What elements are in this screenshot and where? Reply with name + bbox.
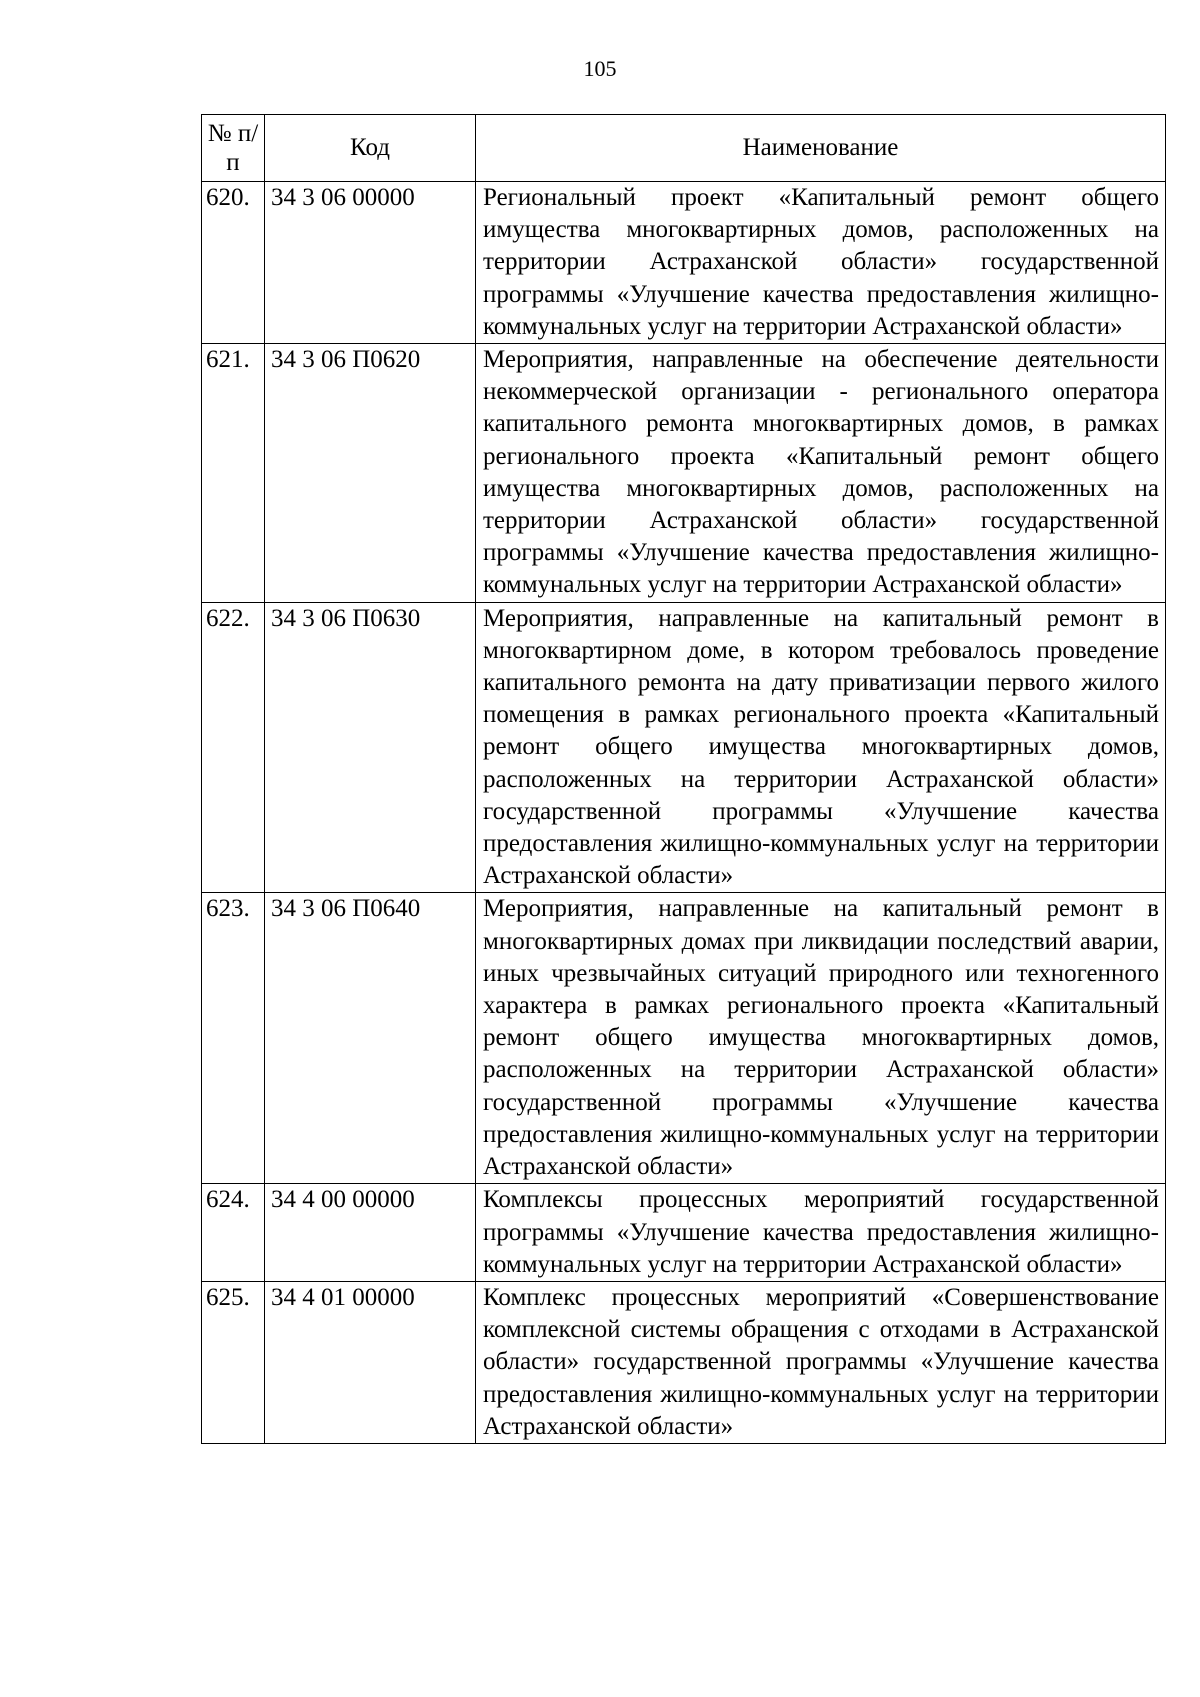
table-row xyxy=(202,182,1166,344)
row-name: Комплексы процессных мероприятий государственной программы «Улучшение качества предоставления жилищно-коммунальных услуг на территории Астраханской области» xyxy=(476,1184,1166,1282)
row-num: 625. xyxy=(202,1281,265,1443)
row-code: 34 3 06 П0640 xyxy=(265,893,476,1184)
header-num: № п/п xyxy=(202,115,265,182)
row-name: Комплекс процессных мероприятий «Совершенствование комплексной системы обращения с отходами в Астраханской области» государственной программы «Улучшение качества предоставления жилищно-коммунальных услуг на территории Астраханской области» xyxy=(476,1281,1166,1443)
table-body xyxy=(202,182,1166,1444)
row-num: 623. xyxy=(202,893,265,1184)
header-name: Наименование xyxy=(476,115,1166,182)
row-num: 620. xyxy=(202,182,265,344)
table-row xyxy=(202,344,1166,603)
header-code: Код xyxy=(265,115,476,182)
row-name: Мероприятия, направленные на обеспечение деятельности некоммерческой организации - регионального оператора капитального ремонта многоквартирных домов, в рамках регионального проекта «Капитальный ремонт общего имущества многоквартирных домов, расположенных на территории Астраханской области» государственной программы «Улучшение качества предоставления жилищно-коммунальных услуг на территории Астраханской области» xyxy=(476,344,1166,603)
table-row xyxy=(202,602,1166,893)
header-row xyxy=(202,115,1166,182)
row-code: 34 4 01 00000 xyxy=(265,1281,476,1443)
row-name: Мероприятия, направленные на капитальный ремонт в многоквартирных домах при ликвидации последствий аварии, иных чрезвычайных ситуаций природного или техногенного характера в рамках регионального проекта «Капитальный ремонт общего имущества многоквартирных домов, расположенных на территории Астраханской области» государственной программы «Улучшение качества предоставления жилищно-коммунальных услуг на территории Астраханской области» xyxy=(476,893,1166,1184)
table-header xyxy=(202,115,1166,182)
row-code: 34 4 00 00000 xyxy=(265,1184,476,1282)
table-row xyxy=(202,1281,1166,1443)
row-num: 621. xyxy=(202,344,265,603)
row-name: Мероприятия, направленные на капитальный ремонт в многоквартирном доме, в котором требовалось проведение капитального ремонта на дату приватизации первого жилого помещения в рамках регионального проекта «Капитальный ремонт общего имущества многоквартирных домов, расположенных на территории Астраханской области» государственной программы «Улучшение качества предоставления жилищно-коммунальных услуг на территории Астраханской области» xyxy=(476,602,1166,893)
row-num: 622. xyxy=(202,602,265,893)
row-name: Региональный проект «Капитальный ремонт общего имущества многоквартирных домов, расположенных на территории Астраханской области» государственной программы «Улучшение качества предоставления жилищно-коммунальных услуг на территории Астраханской области» xyxy=(476,182,1166,344)
table-row xyxy=(202,893,1166,1184)
row-num: 624. xyxy=(202,1184,265,1282)
row-code: 34 3 06 П0620 xyxy=(265,344,476,603)
row-code: 34 3 06 П0630 xyxy=(265,602,476,893)
page-number: 105 xyxy=(583,56,617,81)
classifier-table xyxy=(201,114,1166,1444)
row-code: 34 3 06 00000 xyxy=(265,182,476,344)
table-row xyxy=(202,1184,1166,1282)
